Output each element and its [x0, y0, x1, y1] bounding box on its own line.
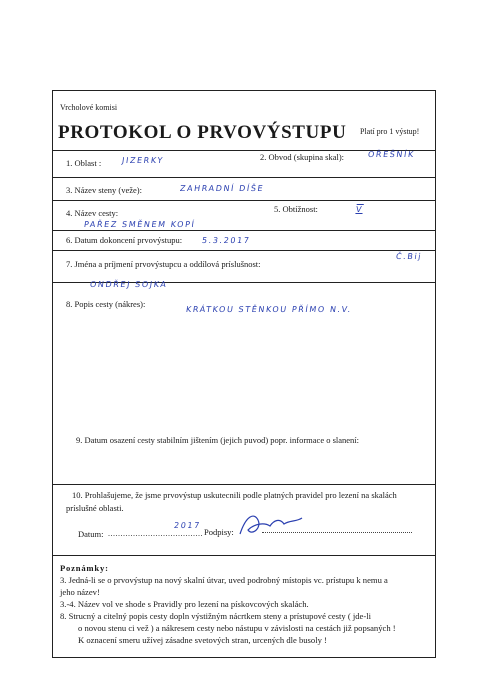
- field-route-value: PAŘEZ SMĚNEM KOPÍ: [83, 220, 197, 229]
- signature-mark: [234, 506, 314, 542]
- notes-heading: Poznámky:: [60, 563, 109, 573]
- note-line: 3.-4. Název vol ve shode s Pravidly pro lezení na pískovcových skalách.: [60, 599, 309, 609]
- field-anchors-label: 9. Datum osazení cesty stabilním jištením (jejich puvod) popr. informace o slanení:: [76, 435, 360, 445]
- date-label: Datum:: [78, 529, 104, 539]
- note-line: jeho název!: [60, 587, 100, 597]
- field-wall-label: 3. Název steny (veže):: [66, 185, 142, 195]
- field-date-label: 6. Datum dokoncení prvovýstupu:: [66, 235, 183, 245]
- note-line: o novou stenu ci vež ) a nákresem cesty nebo nástupu v závislosti na cestách již popsaných !: [78, 623, 396, 633]
- page-title: PROTOKOL O PRVOVÝSTUPU: [58, 122, 347, 143]
- field-climbers-value: ONDŘEJ SOJKA: [89, 280, 169, 289]
- divider: [52, 484, 436, 485]
- field-district-value: OŘEŠNÍK: [367, 150, 416, 159]
- field-club-value: Č.Bij: [395, 252, 423, 261]
- signature-line: [262, 532, 412, 533]
- field-climbers-label: 7. Jména a príjmení prvovýstupcu a oddílová príslušnost:: [66, 259, 261, 269]
- divider: [52, 250, 436, 251]
- field-grade-label: 5. Obtížnost:: [274, 204, 318, 214]
- date-value: 2017: [173, 521, 202, 530]
- field-date-value: 5.3.2017: [201, 236, 252, 245]
- divider: [52, 177, 436, 178]
- field-grade-value: V: [355, 205, 364, 214]
- signatures-label: Podpisy:: [204, 527, 234, 537]
- field-description-value: KRÁTKOU STĚNKOU PŘÍMO N.V.: [185, 305, 353, 314]
- field-area-value: JIZERKY: [121, 156, 165, 165]
- date-line: ......................................: [108, 529, 203, 538]
- copies-note: Platí pro 1 výstup!: [360, 127, 420, 136]
- field-district-label: 2. Obvod (skupina skal):: [260, 152, 345, 162]
- field-route-label: 4. Název cesty:: [66, 208, 119, 218]
- field-wall-value: ZAHRADNÍ DÍŠE: [179, 184, 265, 193]
- divider: [52, 555, 436, 556]
- declaration-line-1: 10. Prohlašujeme, že jsme prvovýstup uskutecnili podle platných pravidel pro lezení na skalách: [72, 490, 397, 500]
- field-description-label: 8. Popis cesty (nákres):: [66, 299, 146, 309]
- note-line: 3. Jedná-li se o prvovýstup na nový skalní útvar, uved podrobný místopis vc. prístupu k nemu a: [60, 575, 388, 585]
- note-line: 8. Strucný a citelný popis cesty dopln výstižným nácrtkem steny a prístupové cesty ( jde-li: [60, 611, 371, 621]
- declaration-line-2: príslušné oblasti.: [66, 503, 124, 513]
- protocol-form: [52, 90, 436, 658]
- divider: [52, 230, 436, 231]
- commission-label: Vrcholové komisi: [60, 103, 118, 112]
- field-area-label: 1. Oblast :: [66, 158, 102, 168]
- divider: [52, 200, 436, 201]
- note-line: K oznacení smeru užívej zásadne svetových stran, urcených dle busoly !: [78, 635, 327, 645]
